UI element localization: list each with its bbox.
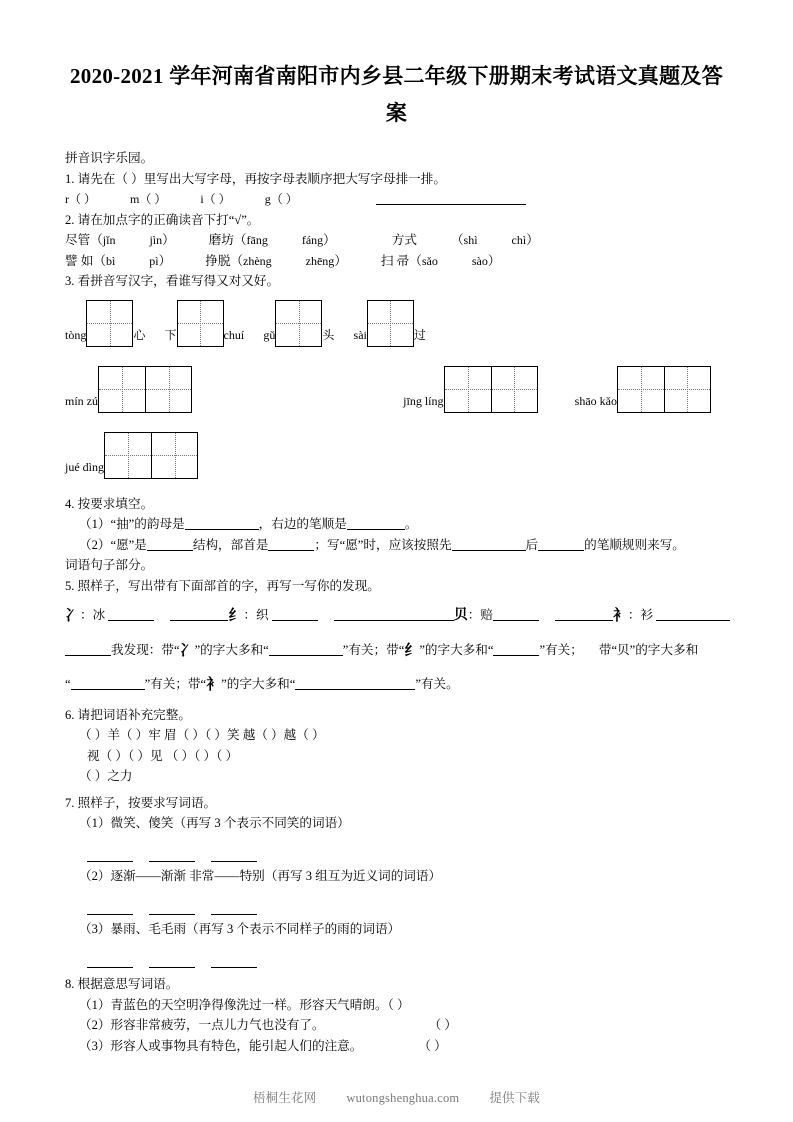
q2-opt-jin3[interactable]: jǐn — [102, 233, 116, 247]
section-heading-pinyin: 拼音识字乐园。 — [65, 151, 154, 165]
radical-ice-icon: 冫 — [179, 640, 195, 659]
q8-item3-answer-paren[interactable]: （ ） — [418, 1038, 447, 1053]
q2-opt-fang1[interactable]: fāng — [246, 233, 268, 247]
q5-finding-p4-mid: ”有关；带“ — [144, 677, 207, 691]
q6-line-3[interactable]: （ ）之力 — [79, 769, 133, 783]
q5-example-char-zhi: 织 — [255, 608, 269, 622]
q5-finding-p4-end: ”有关。 — [415, 677, 459, 691]
q2-word-jinguan: 尽管 — [65, 233, 91, 247]
q3-item-xiachui — [165, 300, 245, 347]
q4-item2-blank-3[interactable] — [452, 538, 526, 551]
radical-ice-icon: 冫 — [65, 606, 81, 624]
q6-prompt: 6. 请把词语补充完整。 — [65, 707, 191, 722]
q5-finding-blank-3[interactable] — [71, 677, 145, 690]
footer-site-name: 梧桐生花网 — [252, 1091, 317, 1105]
q2-opt-bi4[interactable]: bì — [105, 253, 116, 268]
q7-blank-3-1[interactable] — [87, 955, 133, 968]
q3-label-guo: 过 — [413, 328, 426, 342]
q5-finding-line-2 — [65, 674, 748, 695]
radical-silk-icon: 纟 — [228, 606, 244, 624]
q4-item-2 — [65, 535, 748, 556]
q3-item-saiguo — [354, 300, 426, 347]
exam-body — [65, 148, 748, 1056]
q3-label-minzu: mín zú — [65, 394, 98, 408]
q8-item2-text: （2）形容非常疲劳，一点儿力气也没有了。 — [79, 1018, 325, 1032]
q6-line-1[interactable]: （ ）羊（ ）牢 眉（ ）（ ）笑 越（ ）越（ ） — [79, 728, 325, 742]
q2-word-zhengtuo: 挣脱 — [205, 253, 231, 268]
q5-blank-silk-1[interactable] — [272, 608, 318, 621]
q7-answer-row-2 — [65, 887, 748, 920]
q5-finding-p4-pre: “ — [65, 677, 71, 691]
q3-grid-row-3 — [65, 432, 748, 492]
q4-item2-blank-1[interactable] — [147, 538, 193, 551]
q5-finding-p1-mid: ”的字大多和“ — [194, 642, 269, 657]
tianzige-box[interactable] — [444, 366, 538, 413]
q2-opt-jin4[interactable]: jìn — [149, 233, 163, 247]
tianzige-box[interactable] — [104, 432, 198, 479]
q3-prompt: 3. 看拼音写汉字，看谁写得又对又好。 — [65, 274, 280, 288]
q8-item1-answer-paren[interactable]: （ ） — [387, 997, 410, 1012]
q4-item2-part-b: 结构，部首是 — [192, 537, 269, 552]
q5-finding-p2-end: ”有关； — [539, 642, 583, 657]
q1-answer-blank[interactable] — [376, 192, 526, 205]
q3-item-jueding — [65, 432, 198, 479]
tianzige-box[interactable] — [177, 300, 224, 347]
q8-item1-text: （1）青蓝色的天空明净得像洗过一样。形容天气晴朗。 — [79, 997, 388, 1012]
tianzige-box[interactable] — [617, 366, 711, 413]
q7-blank-2-2[interactable] — [149, 902, 195, 915]
page-title: 2020-2021 学年河南省南阳市内乡县二年级下册期末考试语文真题及答案 — [69, 64, 724, 125]
q8-item-2 — [65, 1015, 748, 1036]
q3-label-sai: sài — [353, 328, 367, 342]
tianzige-box[interactable] — [98, 366, 192, 413]
q5-finding-blank-4[interactable] — [295, 677, 415, 690]
q1-letter-r: r（ ） — [65, 192, 96, 206]
q5-finding-blank-2[interactable] — [493, 643, 539, 656]
q2-word-fangshi: 方式 — [391, 233, 417, 247]
q4-item2-part-c: ；写“愿”时，应该按照先 — [314, 537, 452, 552]
page-footer — [0, 1088, 793, 1106]
q7-item-1: （1）微笑、傻笑（再写 3 个表示不同笑的词语） — [79, 816, 350, 830]
q5-finding-p2-mid: ”的字大多和“ — [419, 642, 494, 657]
q4-item2-part-e: 的笔顺规则来写。 — [584, 537, 685, 552]
q5-blank-ice-2[interactable] — [170, 608, 228, 621]
q7-blank-1-3[interactable] — [211, 849, 257, 862]
q2-word-piru: 譬 如 — [65, 253, 94, 268]
q3-label-shaokao: shāo kǎo — [574, 394, 617, 408]
q2-opt-pi4[interactable]: pì — [149, 253, 159, 268]
q5-finding-p1-end: ”有关；带“ — [342, 642, 405, 657]
q3-item-shaokao — [575, 366, 711, 413]
q7-item-3: （3）暴雨、毛毛雨（再写 3 个表示不同样子的雨的词语） — [79, 922, 401, 936]
tianzige-box[interactable] — [275, 300, 322, 347]
q8-prompt: 8. 根据意思写词语。 — [65, 977, 179, 991]
q3-label-jueding: jué dìng — [65, 460, 104, 474]
q2-opt-fang2[interactable]: fáng — [301, 233, 324, 247]
q1-letter-i: i（ ） — [200, 192, 231, 206]
q3-label-gu: gǔ — [263, 328, 276, 342]
q3-item-tongxin — [65, 300, 145, 347]
q5-finding-p4-mid2: ”的字大多和“ — [221, 677, 296, 691]
q2-opt-sao4[interactable]: sào — [471, 253, 488, 268]
q7-item-2: （2）逐渐——渐渐 非常——特别（再写 3 组互为近义词的词语） — [79, 869, 442, 883]
q5-finding-p3: 带“贝”的字大多和 — [598, 642, 699, 657]
q1-prompt: 1. 请先在（ ）里写出大写字母，再按字母表顺序把大写字母排一排。 — [65, 171, 446, 186]
q5-blank-silk-2[interactable] — [334, 608, 454, 621]
section-heading-words: 词语句子部分。 — [65, 558, 154, 572]
q4-prompt: 4. 按要求填空。 — [65, 496, 154, 511]
q3-label-chui: chuí — [223, 328, 245, 342]
q7-blank-2-1[interactable] — [87, 902, 133, 915]
q4-item1-blank-1[interactable] — [185, 517, 259, 530]
q3-item-minzu — [65, 366, 192, 413]
q5-blank-ice-1[interactable] — [108, 608, 154, 621]
q7-blank-1-1[interactable] — [87, 849, 133, 862]
q2-prompt: 2. 请在加点字的正确读音下打“√”。 — [65, 212, 260, 227]
q3-label-tou: 头 — [322, 328, 335, 342]
q4-item1-blank-2[interactable] — [347, 517, 405, 530]
q2-word-mofang: 磨坊 — [208, 233, 234, 247]
q2-row-1: 尽管（jǐn jìn） 磨坊（fāng fáng） 方式 （shì chì） — [65, 233, 539, 247]
q8-item3-text: （3）形容人或事物具有特色，能引起人们的注意。 — [79, 1038, 363, 1053]
q5-example-char-pei: 赔 — [480, 608, 493, 622]
q5-finding-blank-1[interactable] — [269, 643, 343, 656]
radical-shell-icon: 贝 — [453, 607, 468, 623]
q3-label-xin: 心 — [133, 328, 146, 342]
q7-prompt: 7. 照样子，按要求写词语。 — [65, 795, 217, 810]
footer-note: 提供下载 — [489, 1091, 541, 1105]
q5-examples-row: 冫：冰 纟：织 贝：赔 衤：衫 — [65, 605, 748, 626]
q4-item-1 — [65, 514, 748, 535]
q4-item1-part-b: ，右边的笔顺是 — [258, 517, 347, 531]
radical-clothing-icon: 衤 — [206, 675, 222, 693]
q4-item2-part-a: （2）“愿”是 — [79, 537, 147, 552]
q5-blank-shell-2[interactable] — [555, 608, 613, 621]
q8-item-1 — [65, 995, 748, 1016]
q5-blank-clothing-1[interactable] — [656, 608, 730, 621]
tianzige-box[interactable] — [367, 300, 414, 347]
q3-grid-row-2 — [65, 366, 748, 426]
q5-finding-line-1 — [65, 640, 748, 661]
q7-answer-row-1 — [65, 834, 748, 867]
q7-blank-2-3[interactable] — [211, 902, 257, 915]
q8-item2-answer-paren[interactable]: （ ） — [428, 1018, 457, 1032]
radical-clothing-icon: 衤 — [612, 606, 628, 624]
q4-item2-blank-4[interactable] — [538, 538, 584, 551]
q2-opt-shi4[interactable]: shì — [463, 233, 478, 247]
q1-letters-row — [65, 189, 748, 210]
q5-example-char-shan: 衫 — [640, 608, 654, 622]
q2-word-saozhou: 扫 帚 — [380, 253, 410, 268]
q2-opt-zheng1[interactable]: zhēng — [305, 253, 335, 268]
q3-grid-row-1 — [65, 300, 748, 360]
q1-letter-g: g（ ） — [264, 192, 298, 206]
q2-opt-chi4[interactable]: chì — [511, 233, 527, 247]
q7-blank-3-2[interactable] — [149, 955, 195, 968]
q5-finding-lead-blank[interactable] — [65, 643, 111, 656]
radical-silk-icon: 纟 — [404, 640, 420, 659]
q7-blank-1-2[interactable] — [149, 849, 195, 862]
q4-item2-blank-2[interactable] — [268, 538, 314, 551]
q8-item-3 — [65, 1036, 748, 1057]
q7-blank-3-3[interactable] — [211, 955, 257, 968]
q3-label-xia: 下 — [164, 328, 177, 342]
q3-item-jingling — [403, 366, 537, 413]
q5-prompt: 5. 照样子，写出带有下面部首的字，再写一写你的发现。 — [65, 578, 380, 593]
q5-blank-shell-1[interactable] — [493, 608, 539, 621]
q2-opt-zheng4[interactable]: zhèng — [243, 253, 272, 268]
q2-row-2: 譬 如（bì pì） 挣脱（zhèng zhēng） 扫 帚（sǎo sào） — [65, 253, 501, 268]
q3-label-jingling: jīng líng — [403, 394, 444, 408]
q4-item2-part-d: 后 — [525, 537, 539, 552]
q4-item1-part-c: 。 — [404, 517, 418, 531]
q3-item-goutou — [263, 300, 334, 347]
tianzige-box[interactable] — [86, 300, 133, 347]
q6-line-2[interactable]: 视（ ）（ ）见 （ ）（ ）（ ） — [87, 748, 239, 763]
q5-finding-prefix: 我发现：带“ — [111, 642, 180, 657]
q2-opt-sao3[interactable]: sǎo — [421, 253, 438, 268]
q1-letter-m: m（ ） — [130, 192, 167, 206]
q5-example-char-bing: 冰 — [92, 608, 106, 622]
footer-site-url: wutongshenghua.com — [346, 1091, 460, 1105]
q7-answer-row-3 — [65, 940, 748, 973]
q3-label-tong: tòng — [65, 328, 87, 342]
q4-item1-part-a: （1）“抽”的韵母是 — [79, 517, 185, 531]
